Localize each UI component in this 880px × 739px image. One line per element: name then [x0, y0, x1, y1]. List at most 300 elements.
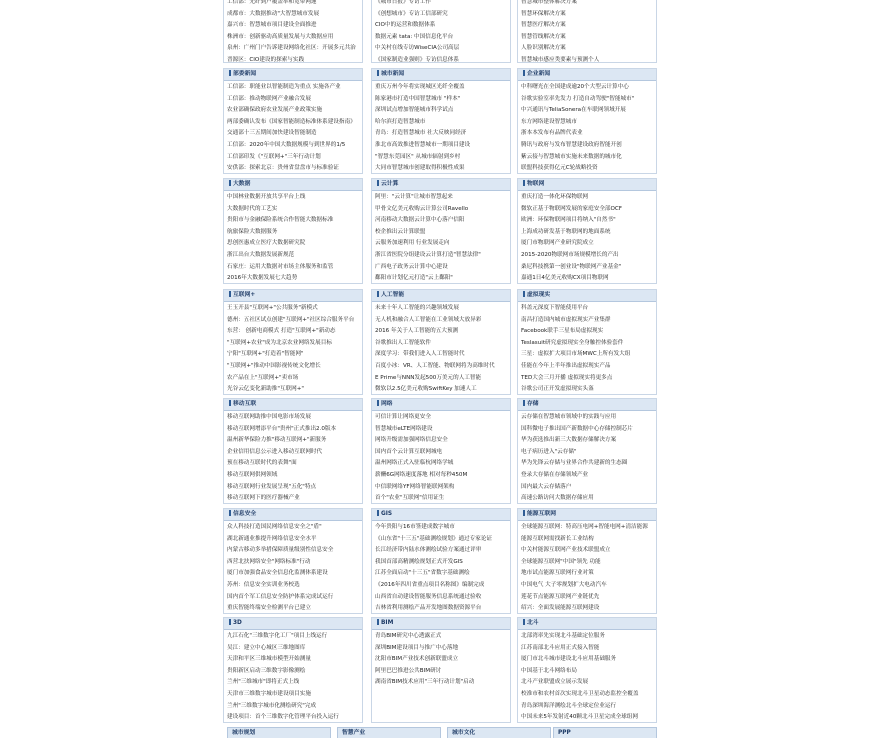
news-link[interactable]: 王玉开县"互联网+"公共服务"新模式 — [227, 305, 318, 311]
news-link[interactable]: "互联网+农业"成为北京农业网络发展目标 — [227, 339, 332, 346]
news-item[interactable] — [227, 557, 362, 569]
news-item[interactable] — [521, 666, 656, 678]
news-link[interactable]: 重庆智能终端安全检测平台已建立 — [227, 605, 311, 612]
news-item[interactable] — [227, 0, 362, 9]
news-item[interactable] — [521, 303, 656, 315]
news-item[interactable] — [227, 654, 362, 666]
news-link[interactable]: 华为获选推出新三大数据存储解决方案 — [521, 437, 617, 444]
news-link[interactable]: 薪酬6G网络速度落地 相对每秒450M — [375, 471, 468, 478]
panel-header[interactable] — [224, 618, 362, 630]
news-item[interactable] — [521, 482, 656, 494]
news-item[interactable] — [521, 654, 656, 666]
news-item[interactable] — [521, 250, 656, 262]
news-item[interactable] — [375, 666, 510, 678]
news-item[interactable] — [227, 458, 362, 470]
news-item[interactable] — [375, 603, 510, 614]
news-link[interactable]: 中国电气 大子零规划扩大电动汽车 — [521, 581, 607, 588]
news-link[interactable]: 高速公路访问大数据存储应用 — [521, 495, 594, 502]
news-item[interactable] — [227, 470, 362, 482]
news-item[interactable] — [227, 128, 362, 140]
news-item[interactable] — [375, 545, 510, 557]
news-item[interactable] — [375, 9, 510, 21]
news-link[interactable]: 众人科技打造国民网络信息安全之"盾" — [227, 524, 322, 530]
news-item[interactable] — [521, 557, 656, 569]
news-link[interactable]: 欧洲：环保物联网项目将纳入"自然书" — [521, 217, 616, 224]
news-link[interactable]: 移动互联网下的医疗器械产业 — [227, 495, 300, 502]
news-item[interactable] — [521, 384, 656, 395]
news-link[interactable]: 校准市和农村首次实现北斗卫星动态监控全覆盖 — [521, 690, 639, 697]
news-item[interactable] — [521, 326, 656, 338]
news-item[interactable] — [227, 677, 362, 689]
news-link[interactable]: 厦门市物联网产业研究院成立 — [521, 240, 594, 247]
panel-header[interactable] — [224, 509, 362, 521]
news-link[interactable]: 晋源区：CIO建设的探索与实践 — [227, 56, 305, 63]
news-link[interactable]: 紫云接与智慧城市实施未来数据的城市化 — [521, 153, 622, 160]
news-item[interactable] — [521, 568, 656, 580]
news-item[interactable] — [375, 384, 510, 395]
news-link[interactable]: 中信联网络YF网络智能联网架构 — [375, 483, 455, 490]
news-item[interactable] — [227, 712, 362, 723]
news-item[interactable] — [521, 338, 656, 350]
news-item[interactable] — [521, 82, 656, 94]
news-link[interactable]: 航旅保险大数据服务 — [227, 228, 278, 235]
news-link[interactable]: 北部湾率先实现北斗基础定位服务 — [521, 633, 605, 639]
news-item[interactable] — [227, 273, 362, 284]
news-link[interactable]: 贵阳市与金融保险系统合作智能大数据标准 — [227, 217, 334, 224]
news-item[interactable] — [227, 94, 362, 106]
news-link[interactable]: 浙江出台大数据发展新规范 — [227, 251, 295, 258]
news-item[interactable] — [521, 94, 656, 106]
news-link[interactable]: 华为先锋云存储与业界合作共建新的生态圈 — [521, 460, 628, 467]
news-item[interactable] — [521, 238, 656, 250]
news-link[interactable]: 温州网络正式入驻临杭网络学城 — [375, 460, 454, 467]
news-link[interactable]: 甲骨文亿美元收购云计算公司Ravello — [375, 205, 469, 212]
news-item[interactable] — [521, 204, 656, 216]
news-item[interactable] — [521, 20, 656, 32]
news-link[interactable]: 2016年大数据发展七大趋势 — [227, 275, 298, 282]
news-link[interactable]: 全球能源互联网"中国"领先 功能 — [521, 558, 601, 565]
news-item[interactable] — [375, 227, 510, 239]
news-link[interactable]: 国内最大云存储落户 — [521, 483, 572, 490]
news-link[interactable]: 贵阳新区启动三维数字影像测绘 — [227, 667, 306, 674]
news-item[interactable] — [521, 458, 656, 470]
news-link[interactable]: 国内首个军工信息安全防护体系完成试运行 — [227, 593, 334, 600]
news-item[interactable] — [521, 689, 656, 701]
news-item[interactable] — [227, 105, 362, 117]
news-link[interactable]: 智慧城市感应类要素与预测个人 — [521, 56, 600, 63]
news-item[interactable] — [227, 545, 362, 557]
panel-header[interactable] — [518, 179, 656, 191]
news-link[interactable]: 工信部：光纤到户覆盖率和宽带网速 — [227, 0, 317, 5]
news-link[interactable]: 哈尔滨打造智慧城市 — [375, 118, 426, 125]
panel-header[interactable] — [518, 618, 656, 630]
news-link[interactable]: 泉州：广州门户告诉建设网络化社区：开展多元共治 — [227, 45, 356, 52]
news-item[interactable] — [227, 592, 362, 604]
news-item[interactable] — [521, 412, 656, 424]
news-item[interactable] — [227, 603, 362, 614]
news-link[interactable]: 湖北新通业推提升网络信息安全水平 — [227, 535, 317, 542]
news-item[interactable] — [521, 534, 656, 546]
news-link[interactable]: 百度小冰：VR、人工智能、物联网将为高维时代 — [375, 362, 495, 369]
news-item[interactable] — [375, 522, 510, 534]
news-link[interactable]: 工信部：2020年中国大数据规模与到世界的1/5 — [227, 141, 346, 148]
news-item[interactable] — [227, 701, 362, 713]
news-item[interactable] — [521, 152, 656, 164]
news-link[interactable]: 成都市：大数据推动"大智慧城市发展 — [227, 10, 320, 17]
news-item[interactable] — [375, 557, 510, 569]
news-item[interactable] — [227, 568, 362, 580]
news-item[interactable] — [227, 326, 362, 338]
news-item[interactable] — [521, 631, 656, 643]
news-link[interactable]: 我国首部高精测绘规划正式开发GIS — [375, 558, 463, 565]
news-link[interactable]: 兰州"三维数字城市化测绘研究"完成 — [227, 702, 317, 709]
news-link[interactable]: 光谷云亿变化新助推"互联网+" — [227, 386, 304, 393]
news-item[interactable] — [375, 470, 510, 482]
news-link[interactable]: 国内首个云计算互联网城电 — [375, 448, 443, 455]
news-link[interactable]: 阿里："云计算"让城市智慧起来 — [375, 194, 453, 200]
news-item[interactable] — [375, 238, 510, 250]
news-link[interactable]: 农产品在上"互联网+"卖市场 — [227, 374, 299, 381]
news-item[interactable] — [521, 163, 656, 174]
panel-header[interactable] — [372, 618, 510, 630]
news-item[interactable] — [375, 43, 510, 55]
tab-city-planning[interactable]: 城市规划 — [227, 727, 331, 738]
news-link[interactable]: 北斗产业联盟成立展示发展 — [521, 679, 589, 686]
news-link[interactable]: 全球能源互联网：特高压电网+智能电网+清洁能源 — [521, 524, 648, 530]
news-item[interactable] — [375, 338, 510, 350]
news-item[interactable] — [227, 338, 362, 350]
news-link[interactable]: 智慧医疗解决方案 — [521, 22, 566, 29]
news-link[interactable]: 2016 年关于人工智能的五大预测 — [375, 328, 459, 335]
news-link[interactable]: 温州新华保险力推"移动互联网+"新服务 — [227, 437, 327, 444]
news-link[interactable]: 地市试点能源互联网行业对策 — [521, 570, 594, 577]
panel-header[interactable] — [372, 399, 510, 411]
news-link[interactable]: 浙本本发布有品牌代表业 — [521, 130, 583, 137]
news-link[interactable]: 2015-2020物联网市场规模增长的产出 — [521, 251, 619, 258]
news-item[interactable] — [227, 55, 362, 63]
news-link[interactable]: 移动互联网增添平台"贵州"正式推出2.0版本 — [227, 425, 337, 432]
news-link[interactable]: 移动互联网供网领域 — [227, 471, 278, 478]
news-link[interactable]: 农业部确保政府农业发展产业政策实施 — [227, 107, 323, 114]
news-item[interactable] — [375, 273, 510, 284]
news-item[interactable] — [227, 215, 362, 227]
news-link[interactable]: 广西电子政务云计算中心建设 — [375, 263, 448, 270]
news-link[interactable]: 智慧管线解决方案 — [521, 33, 566, 40]
news-link[interactable]: 中关村在线专访WiseCIA公司高层 — [375, 45, 460, 52]
news-item[interactable] — [375, 250, 510, 262]
news-link[interactable]: 鄱阳市计划亿元打造"云上鄱阳" — [375, 275, 453, 282]
news-link[interactable]: "智慧东莞园区" 从城市辐射到乡村 — [375, 153, 461, 160]
news-link[interactable]: 谷歌推出人工智能软件 — [375, 339, 431, 346]
news-item[interactable] — [375, 373, 510, 385]
news-link[interactable]: 吉林省利用测绘产品开发地图数据资源平台 — [375, 605, 482, 612]
news-item[interactable] — [521, 227, 656, 239]
news-link[interactable]: 国科微电子推出国产新数据中心存储控制芯片 — [521, 425, 633, 432]
news-link[interactable]: 数据元素 tata: 中国信息化平台 — [375, 33, 454, 40]
news-item[interactable] — [227, 227, 362, 239]
news-item[interactable] — [375, 643, 510, 655]
news-link[interactable]: 大同市智慧城市创建取得积极性成果 — [375, 165, 465, 172]
news-item[interactable] — [227, 152, 362, 164]
news-item[interactable] — [227, 250, 362, 262]
news-link[interactable]: 中国基于北斗网络布局 — [521, 667, 577, 674]
news-item[interactable] — [375, 262, 510, 274]
news-link[interactable]: 思创医惠成立医疗大数据研究院 — [227, 240, 306, 247]
news-link[interactable]: 中兴通讯与TeliaSonera在车联网领域开展 — [521, 107, 626, 114]
news-link[interactable]: 九江石化"三维数字化工厂"项目上线运行 — [227, 633, 328, 639]
news-link[interactable]: CIO中的运营和数据体系 — [375, 22, 436, 29]
news-item[interactable] — [227, 412, 362, 424]
news-link[interactable]: 《2016年四川省重点项目名称图》编制完成 — [375, 581, 485, 588]
news-link[interactable]: 深圳BIM建设项目与推广中心落地 — [375, 644, 459, 651]
news-item[interactable] — [375, 482, 510, 494]
news-item[interactable] — [227, 117, 362, 129]
news-item[interactable] — [521, 262, 656, 274]
news-item[interactable] — [227, 643, 362, 655]
news-item[interactable] — [521, 592, 656, 604]
news-item[interactable] — [375, 152, 510, 164]
news-link[interactable]: 重庆打造一体化环保物联网 — [521, 194, 589, 200]
news-link[interactable]: 安供部：探索北京：贵州省盘盘市与标准验证 — [227, 165, 339, 172]
news-link[interactable]: 青岛BIM研究中心透露正式 — [375, 633, 442, 639]
news-item[interactable] — [227, 43, 362, 55]
panel-header[interactable] — [518, 290, 656, 302]
news-item[interactable] — [375, 677, 510, 689]
news-link[interactable]: 兰州"三维城市"即将正式上线 — [227, 679, 300, 686]
panel-header[interactable] — [372, 290, 510, 302]
panel-header[interactable] — [224, 399, 362, 411]
news-item[interactable] — [521, 447, 656, 459]
news-link[interactable]: 中国未来5年发射近40颗北斗卫星完成全球组网 — [521, 714, 638, 721]
news-item[interactable] — [227, 384, 362, 395]
news-item[interactable] — [227, 493, 362, 504]
news-link[interactable]: 西营北扶网络安全"网络标准"行动 — [227, 558, 311, 565]
news-item[interactable] — [375, 412, 510, 424]
news-item[interactable] — [521, 545, 656, 557]
news-item[interactable] — [227, 534, 362, 546]
news-link[interactable]: 交通部十三五期间加快建设智能制造 — [227, 130, 317, 137]
news-link[interactable]: 首个"农业"互联网"信用证生 — [375, 495, 445, 502]
news-link[interactable]: 苏州：信息安全实训业务校选 — [227, 581, 300, 588]
panel-header[interactable] — [224, 290, 362, 302]
news-link[interactable]: 江苏全面启动"十三五"省数字基础测绘 — [375, 570, 470, 577]
news-item[interactable] — [521, 105, 656, 117]
panel-header[interactable] — [372, 69, 510, 81]
news-link[interactable]: TED大会三月开播 虚拟现实将更多点 — [521, 374, 613, 381]
news-link[interactable]: 东营： 创新电商模式 打造"互联网+"新动态 — [227, 328, 336, 335]
news-link[interactable]: 工信部：职能业以智能制造为重点 实施各产业 — [227, 84, 341, 90]
news-item[interactable] — [521, 0, 656, 9]
news-item[interactable] — [375, 117, 510, 129]
panel-header[interactable] — [224, 179, 362, 191]
news-link[interactable]: 《创想城市》专访工信部研究 — [375, 10, 448, 17]
news-link[interactable]: 谷歌公司正开发虚拟现实头盔 — [521, 386, 594, 393]
news-item[interactable] — [521, 140, 656, 152]
news-link[interactable]: 三星：虚拟扩大项目市场MWC上所有发大组 — [521, 351, 631, 358]
news-link[interactable]: 校企推出云计算联盟 — [375, 228, 426, 235]
news-item[interactable] — [521, 424, 656, 436]
news-link[interactable]: 微软正基于物联网发展的家庭安全部OCF — [521, 205, 623, 212]
news-item[interactable] — [227, 361, 362, 373]
news-link[interactable]: E Prime与NNN发起500万美元的人工智能 — [375, 374, 482, 381]
news-link[interactable]: Teslasuit研究虚拟现实全身触控体验套件 — [521, 339, 624, 346]
news-item[interactable] — [375, 435, 510, 447]
news-item[interactable] — [227, 20, 362, 32]
news-item[interactable] — [227, 689, 362, 701]
news-link[interactable]: 预在移动互联时代的表舞"面 — [227, 460, 297, 467]
news-item[interactable] — [375, 94, 510, 106]
news-item[interactable] — [375, 424, 510, 436]
news-item[interactable] — [521, 273, 656, 284]
news-link[interactable]: "互联网+"推动中国影视传统文化增长 — [227, 362, 321, 369]
news-link[interactable]: 湖南省BIM技术应用"三年行动计划"启动 — [375, 679, 475, 686]
news-link[interactable]: 可信计算让网络更安全 — [375, 414, 431, 420]
news-link[interactable]: 能源互联网需找新长工业结构 — [521, 535, 594, 542]
news-item[interactable] — [375, 654, 510, 666]
news-link[interactable]: 淮北市高效推进智慧城市一期项目建设 — [375, 141, 471, 148]
news-item[interactable] — [521, 361, 656, 373]
news-item[interactable] — [375, 0, 510, 9]
news-link[interactable]: 江苏南部北斗应用正式接入智能 — [521, 644, 600, 651]
news-item[interactable] — [521, 55, 656, 63]
news-link[interactable]: 嘉兴市：智慧城市项目建设全面推进 — [227, 22, 317, 29]
news-link[interactable]: 厦门市北斗城市建设北斗应用基础服务 — [521, 656, 617, 663]
news-link[interactable]: 南昌打造国内城市虚拟现实产业集群 — [521, 316, 611, 323]
news-item[interactable] — [375, 140, 510, 152]
panel-header[interactable] — [224, 69, 362, 81]
news-link[interactable]: 青岛：打造智慧城市 社大反映同经济 — [375, 130, 467, 137]
news-item[interactable] — [375, 326, 510, 338]
news-link[interactable]: 工信部印发《"互联网+"三年行动计划 — [227, 153, 321, 160]
news-link[interactable]: 内蒙古移动多举措保障质量级别性信息安全 — [227, 547, 334, 554]
news-item[interactable] — [375, 192, 510, 204]
news-item[interactable] — [521, 117, 656, 129]
news-item[interactable] — [227, 32, 362, 44]
news-item[interactable] — [227, 315, 362, 327]
news-link[interactable]: 莲花节点能源互联网产业链优先 — [521, 593, 600, 600]
news-item[interactable] — [227, 666, 362, 678]
news-link[interactable]: 石家庄：运用大数据对市场主体服务和监管 — [227, 263, 334, 270]
news-link[interactable]: 智慧环保解决方案 — [521, 10, 566, 17]
news-link[interactable]: 腾讯与政府与发布智慧建设政府智能开创 — [521, 141, 622, 148]
news-item[interactable] — [521, 9, 656, 21]
news-item[interactable] — [227, 482, 362, 494]
news-link[interactable]: 两部委确认发布《国家智能制造标准体系建设指南》 — [227, 118, 356, 125]
news-link[interactable]: 浙江省医院分组建设云计算打造"智慧法律" — [375, 251, 481, 258]
news-item[interactable] — [375, 303, 510, 315]
news-link[interactable]: 未来十年人工智能的兴趣领域发展 — [375, 305, 459, 311]
news-item[interactable] — [521, 522, 656, 534]
news-link[interactable]: 电子病历进入"云存储" — [521, 448, 577, 455]
news-link[interactable]: 《城市日报》专访工作 — [375, 0, 431, 5]
news-link[interactable]: 中关村能源互联网产业技术联盟成立 — [521, 547, 611, 554]
news-link[interactable]: 天津市三维数字城市建设项目实施 — [227, 690, 311, 697]
news-item[interactable] — [227, 9, 362, 21]
news-item[interactable] — [521, 215, 656, 227]
news-item[interactable] — [521, 43, 656, 55]
news-item[interactable] — [521, 349, 656, 361]
news-item[interactable] — [227, 435, 362, 447]
news-item[interactable] — [375, 592, 510, 604]
news-item[interactable] — [227, 373, 362, 385]
news-link[interactable]: 阿里巴巴推进公共BIM研讨 — [375, 667, 442, 674]
news-item[interactable] — [375, 631, 510, 643]
news-link[interactable]: 云存储在智慧城市领域中的实践与应用 — [521, 414, 617, 420]
news-link[interactable]: 深圳试点增加智能城市科学试点 — [375, 107, 454, 114]
news-link[interactable]: 沈阳市BIM产业技术创新联盟成立 — [375, 656, 459, 663]
news-link[interactable]: 今年贵阳与16市签建成数字城市 — [375, 524, 455, 530]
news-link[interactable]: 中科曙光在全国建成逾20个大型云计算中心 — [521, 84, 629, 90]
news-link[interactable]: 智慧城市eLTE网络建设 — [375, 425, 433, 432]
news-item[interactable] — [375, 105, 510, 117]
news-link[interactable]: 《国家制造业强则》专访信息体系 — [375, 56, 459, 63]
news-item[interactable] — [375, 349, 510, 361]
news-item[interactable] — [227, 447, 362, 459]
news-item[interactable] — [521, 192, 656, 204]
news-link[interactable]: Facebook联手三星布局虚拟现实 — [521, 328, 604, 335]
news-item[interactable] — [227, 192, 362, 204]
news-link[interactable]: 宁阳"互联网+"打造着"智能网" — [227, 351, 304, 358]
news-item[interactable] — [375, 32, 510, 44]
news-item[interactable] — [375, 128, 510, 140]
news-item[interactable] — [521, 128, 656, 140]
news-link[interactable]: 上海成功研发基于物联网的地面系统 — [521, 228, 611, 235]
tab-smart-industry[interactable]: 智慧产业 — [337, 727, 441, 738]
news-item[interactable] — [375, 204, 510, 216]
news-link[interactable]: 谷歌实验室率先发力 打造自动驾驶"智能城市" — [521, 95, 635, 102]
news-link[interactable]: 智慧城市整体解决方案 — [521, 0, 577, 5]
news-item[interactable] — [227, 522, 362, 534]
news-item[interactable] — [375, 55, 510, 63]
news-item[interactable] — [375, 20, 510, 32]
news-item[interactable] — [375, 568, 510, 580]
panel-header[interactable] — [518, 69, 656, 81]
news-link[interactable]: 河南移动大数据云计算中心落户信阳 — [375, 217, 465, 224]
news-item[interactable] — [521, 493, 656, 504]
news-item[interactable] — [521, 701, 656, 713]
news-link[interactable]: 株洲市：创新驱动高质量发展与大数据应用 — [227, 33, 334, 40]
news-item[interactable] — [227, 204, 362, 216]
news-link[interactable]: 移动互联网行业发展呈现"五化"特点 — [227, 483, 317, 490]
news-item[interactable] — [375, 361, 510, 373]
news-link[interactable]: 吴江：建立中心城区三维地图库 — [227, 644, 306, 651]
news-link[interactable]: 企业信用信息公示进入移动互联网时代 — [227, 448, 323, 455]
news-link[interactable]: 山西省自动建设智能服务信息系统通过验收 — [375, 593, 482, 600]
news-item[interactable] — [375, 493, 510, 504]
news-link[interactable]: 佳能在今年上半年推出虚拟现实产品 — [521, 362, 611, 369]
news-item[interactable] — [521, 643, 656, 655]
news-link[interactable]: 青岛深圳海洋测绘北斗全球定位业运行 — [521, 702, 617, 709]
news-link[interactable]: 建设项目：首个三维数字化管理平台投入运行 — [227, 714, 339, 721]
news-item[interactable] — [375, 458, 510, 470]
news-link[interactable]: 深度学习：带我们进入人工智能时代 — [375, 351, 465, 358]
news-item[interactable] — [521, 580, 656, 592]
news-link[interactable]: 东方网络建设智慧城市 — [521, 118, 577, 125]
news-item[interactable] — [375, 580, 510, 592]
panel-header[interactable] — [372, 509, 510, 521]
news-link[interactable]: 《山东省"十三五"基础测绘规划》通过专家论证 — [375, 535, 493, 542]
news-link[interactable]: 移动互联网助推中国电影市场发展 — [227, 414, 311, 420]
panel-header[interactable] — [372, 179, 510, 191]
news-link[interactable]: 重庆万州今年将实现城区光纤全覆盖 — [375, 84, 465, 90]
news-link[interactable]: 绍兴：全面发展能源互联网建设 — [521, 605, 600, 612]
news-link[interactable]: 天津和平区三维城市模型开始测量 — [227, 656, 311, 663]
news-item[interactable] — [227, 262, 362, 274]
news-item[interactable] — [521, 470, 656, 482]
panel-header[interactable] — [518, 509, 656, 521]
news-item[interactable] — [227, 303, 362, 315]
news-link[interactable]: 登录大存储在存储领域产业 — [521, 471, 589, 478]
